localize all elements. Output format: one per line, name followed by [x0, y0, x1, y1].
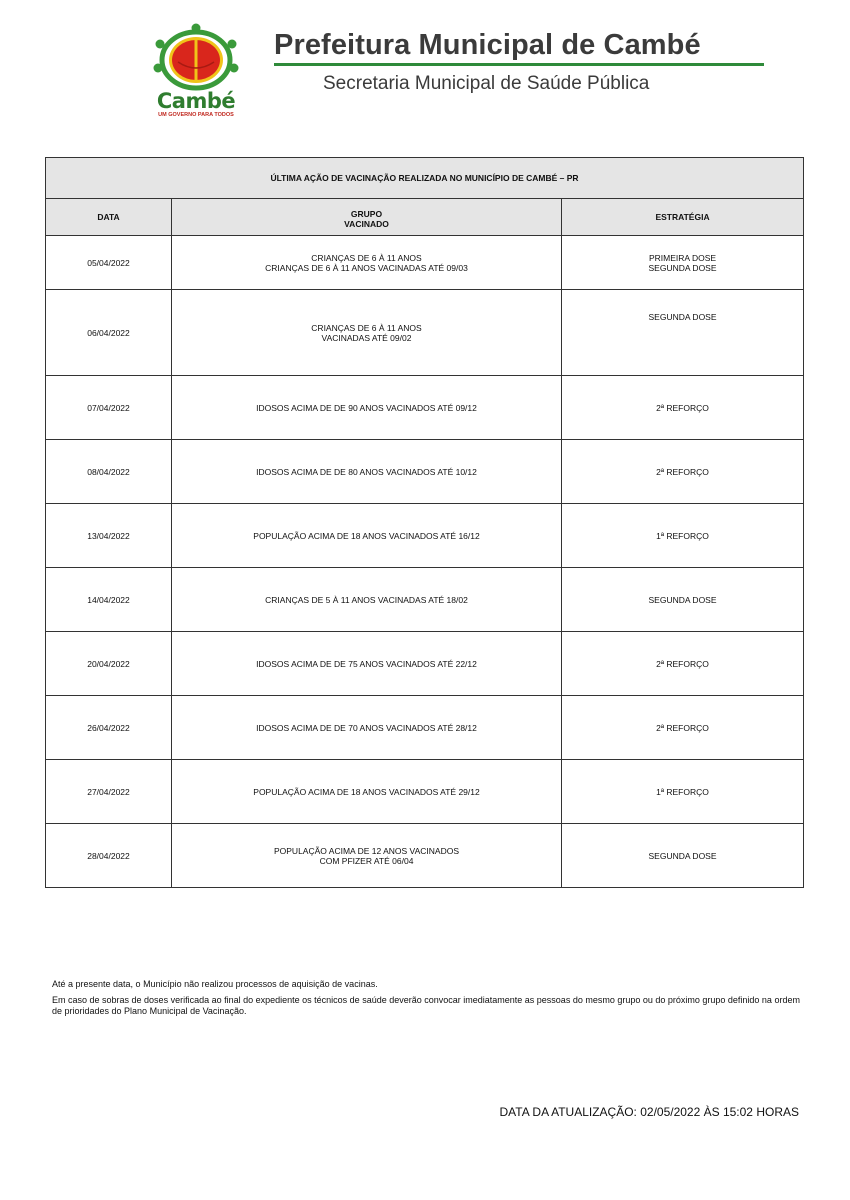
row-date: 05/04/2022: [46, 236, 172, 290]
row-group: [172, 504, 562, 568]
row-group: [172, 696, 562, 760]
row-date: 26/04/2022: [46, 696, 172, 760]
row-strategy: [562, 236, 804, 290]
row-strategy-line: PRIMEIRA DOSE: [648, 252, 717, 263]
table-title: ÚLTIMA AÇÃO DE VACINAÇÃO REALIZADA NO MUNICÍPIO DE CAMBÉ – PR: [46, 158, 804, 199]
table-row: [46, 568, 804, 632]
table-row: [46, 760, 804, 824]
table-row: [46, 376, 804, 440]
row-group: [172, 824, 562, 888]
row-group: [172, 376, 562, 440]
row-group-line: VACINADAS ATÉ 09/02: [321, 332, 412, 343]
table-header-row: [46, 199, 804, 236]
table-row: [46, 824, 804, 888]
row-date: 20/04/2022: [46, 632, 172, 696]
row-group-line: CRIANÇAS DE 6 À 11 ANOS VACINADAS ATÉ 09/03: [265, 262, 468, 273]
row-strategy: [562, 376, 804, 440]
row-strategy: [562, 632, 804, 696]
logo-slogan: UM GOVERNO PARA TODOS: [158, 112, 234, 118]
row-group-line: POPULAÇÃO ACIMA DE 18 ANOS VACINADOS ATÉ 29/12: [253, 786, 480, 797]
row-strategy: [562, 440, 804, 504]
table-row: [46, 632, 804, 696]
column-header-strategy: ESTRATÉGIA: [562, 199, 804, 236]
row-strategy-line: 2ª REFORÇO: [656, 722, 709, 733]
row-date: 14/04/2022: [46, 568, 172, 632]
column-header-date: DATA: [46, 199, 172, 236]
table-row: [46, 504, 804, 568]
table-title-row: [46, 158, 804, 199]
row-strategy-line: SEGUNDA DOSE: [648, 594, 717, 605]
vaccination-table: [45, 157, 804, 888]
row-strategy: [562, 568, 804, 632]
row-strategy-line: 1ª REFORÇO: [656, 786, 709, 797]
row-group-line: COM PFIZER ATÉ 06/04: [319, 855, 414, 866]
row-group-line: IDOSOS ACIMA DE DE 75 ANOS VACINADOS ATÉ 22/12: [256, 658, 477, 669]
note-acquisition: Até a presente data, o Município não realizou processos de aquisição de vacinas.: [52, 979, 378, 989]
row-group-line: CRIANÇAS DE 5 À 11 ANOS VACINADAS ATÉ 18/02: [265, 594, 468, 605]
row-strategy-line: SEGUNDA DOSE: [648, 262, 717, 273]
logo-name: Cambé: [156, 89, 236, 113]
notes: [52, 979, 804, 1022]
row-group: [172, 760, 562, 824]
row-date: 08/04/2022: [46, 440, 172, 504]
title-divider: [274, 63, 764, 66]
row-strategy: [562, 696, 804, 760]
row-date: 06/04/2022: [46, 290, 172, 376]
row-group: [172, 290, 562, 376]
column-header-group-line2: VACINADO: [344, 218, 389, 229]
cambe-logo: [144, 22, 248, 122]
row-strategy: [562, 760, 804, 824]
row-strategy-line: 2ª REFORÇO: [656, 402, 709, 413]
table-row: [46, 236, 804, 290]
row-group-line: CRIANÇAS DE 6 À 11 ANOS: [311, 252, 422, 263]
table-body: [46, 236, 804, 888]
row-group-line: IDOSOS ACIMA DE DE 70 ANOS VACINADOS ATÉ 28/12: [256, 722, 477, 733]
page-header: [0, 0, 850, 130]
row-strategy: [562, 290, 804, 376]
row-group: [172, 568, 562, 632]
row-strategy: [562, 824, 804, 888]
row-group: [172, 440, 562, 504]
org-subtitle: Secretaria Municipal de Saúde Pública: [323, 73, 650, 94]
update-timestamp: DATA DA ATUALIZAÇÃO: 02/05/2022 ÀS 15:02 HORAS: [499, 1105, 799, 1119]
column-header-group: [172, 199, 562, 236]
row-strategy-line: SEGUNDA DOSE: [648, 850, 717, 861]
row-date: 07/04/2022: [46, 376, 172, 440]
cambe-emblem-icon: [144, 22, 248, 92]
table-row: [46, 696, 804, 760]
row-strategy-line: SEGUNDA DOSE: [648, 312, 717, 322]
row-date: 27/04/2022: [46, 760, 172, 824]
note-leftover-doses: Em caso de sobras de doses verificada ao final do expediente os técnicos de saúde deverão convocar imediatamente as pessoas do mesmo grupo ou do próximo grupo definido na ordem de prioridades do Plano Municipal de Vacinação.: [52, 995, 800, 1016]
row-strategy-line: 1ª REFORÇO: [656, 530, 709, 541]
row-group-line: IDOSOS ACIMA DE DE 90 ANOS VACINADOS ATÉ 09/12: [256, 402, 477, 413]
column-header-group-line1: GRUPO: [350, 208, 383, 219]
row-group-line: POPULAÇÃO ACIMA DE 18 ANOS VACINADOS ATÉ 16/12: [253, 530, 480, 541]
table-row: [46, 440, 804, 504]
row-date: 13/04/2022: [46, 504, 172, 568]
org-title: Prefeitura Municipal de Cambé: [274, 29, 701, 61]
row-strategy: [562, 504, 804, 568]
row-date: 28/04/2022: [46, 824, 172, 888]
row-group-line: IDOSOS ACIMA DE DE 80 ANOS VACINADOS ATÉ 10/12: [256, 466, 477, 477]
row-group-line: POPULAÇÃO ACIMA DE 12 ANOS VACINADOS: [273, 845, 459, 856]
row-group-line: CRIANÇAS DE 6 À 11 ANOS: [311, 322, 422, 333]
row-group: [172, 236, 562, 290]
row-strategy-line: 2ª REFORÇO: [656, 466, 709, 477]
table-row: [46, 290, 804, 376]
row-strategy-line: 2ª REFORÇO: [656, 658, 709, 669]
row-group: [172, 632, 562, 696]
